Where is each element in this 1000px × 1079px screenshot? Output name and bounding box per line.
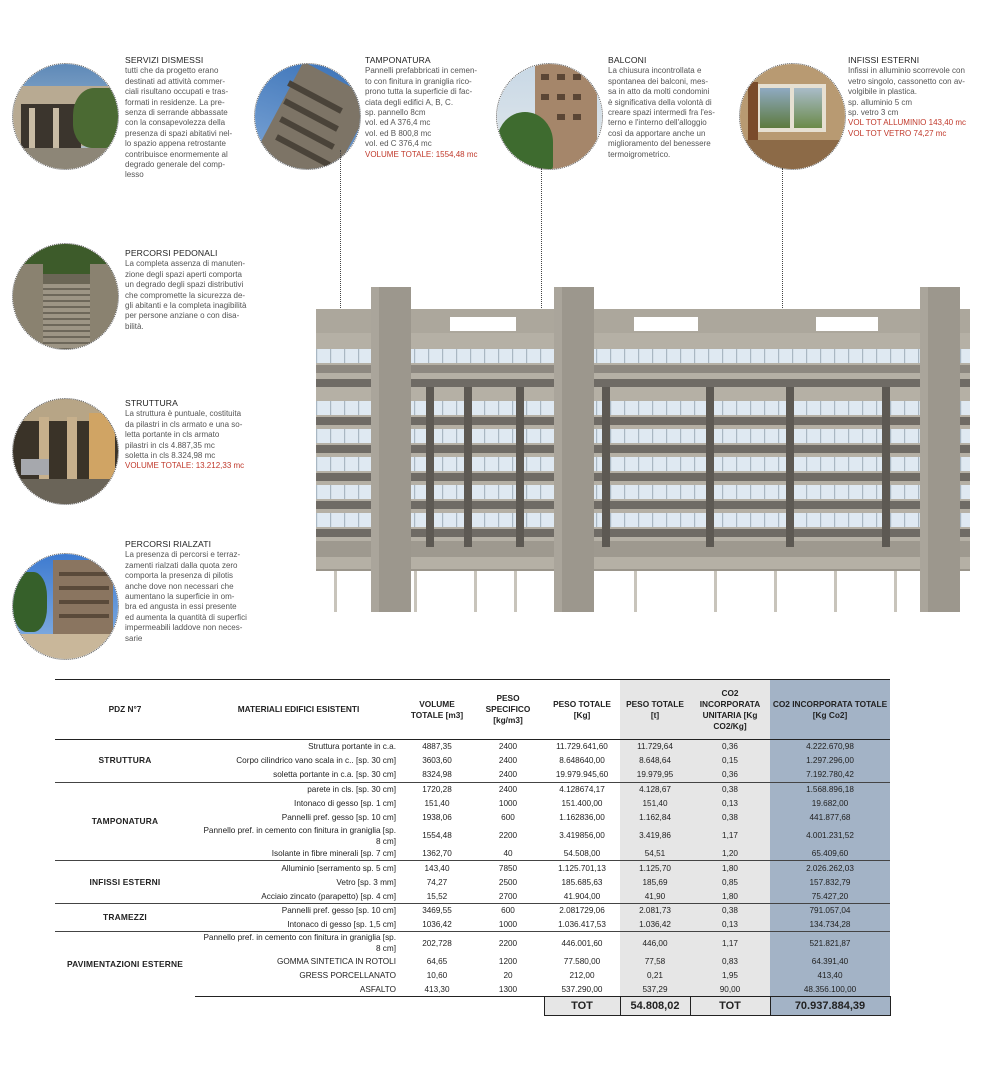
cell-material: Alluminio [serramento sp. 5 cm] [195, 861, 402, 875]
cell-co2-unitaria: 0,38 [690, 903, 770, 917]
cell-peso-specifico: 2700 [498, 891, 518, 901]
cell-peso-t: 4.128,67 [620, 782, 690, 796]
table-row [55, 740, 890, 754]
total-co2: 70.937.884,39 [770, 997, 890, 1016]
cell-peso-specifico: 2400 [498, 756, 518, 766]
cell-co2-totale: 4.222.670,98 [770, 740, 890, 754]
cell-peso-t: 151,40 [620, 796, 690, 810]
cell-volume: 1554,48 [422, 831, 452, 841]
cell-volume: 1362,70 [422, 848, 452, 858]
cell-peso-t: 185,69 [620, 875, 690, 889]
cell-peso-t: 77,58 [620, 954, 690, 968]
cell-peso-t: 54,51 [620, 847, 690, 861]
cell-material: Vetro [sp. 3 mm] [336, 877, 396, 887]
cell-material: Intonaco di gesso [sp. 1 cm] [294, 798, 396, 808]
annotation-body: La presenza di percorsi e terraz- zamenti rialzati dalla quota zero comporta la presenza di pilotis anche dove non necessari che aumentano la superficie in om- bra ed angusta in essi presente ed aumenta la quantità di superfici impermeabili laddove non neces- sarie [125, 550, 247, 643]
cell-peso-t: 41,90 [620, 889, 690, 903]
cell-peso-specifico: 1000 [498, 798, 518, 808]
cell-peso-t: 537,29 [620, 983, 690, 997]
floor-bands [316, 379, 970, 557]
cell-co2-totale: 64.391,40 [770, 954, 890, 968]
cell-peso-kg: 185.685,63 [561, 877, 603, 887]
cell-peso-kg: 446.001,60 [544, 932, 620, 955]
cell-peso-t: 1.125,70 [620, 861, 690, 875]
cell-co2-unitaria: 1,17 [690, 825, 770, 847]
cell-peso-kg: 54.508,00 [563, 848, 601, 858]
cell-peso-specifico: 2200 [498, 831, 518, 841]
cell-material: Pannelli pref. gesso [sp. 10 cm] [281, 813, 396, 823]
cell-peso-t: 19.979,95 [620, 768, 690, 782]
cell-material: Corpo cilindrico vano scala in c.. [sp. 30 cm] [236, 756, 396, 766]
cell-material: Pannelli pref. gesso [sp. 10 cm] [195, 903, 402, 917]
photo-percorsi-pedonali [12, 243, 119, 350]
cell-peso-kg: 537.290,00 [544, 983, 620, 997]
table-header-row [55, 680, 890, 740]
cell-peso-kg: 8.648640,00 [559, 756, 605, 766]
cell-peso-t: 1.036,42 [620, 918, 690, 932]
annotation-balconi [608, 55, 738, 160]
annotation-struttura [125, 398, 275, 472]
cell-peso-specifico: 2200 [472, 932, 544, 955]
cell-material: soletta portante in c.a. [sp. 30 cm] [273, 770, 396, 780]
cell-volume: 8324,98 [422, 770, 452, 780]
annotation-title: STRUTTURA [125, 398, 178, 408]
cell-co2-unitaria: 1,80 [690, 861, 770, 875]
cell-peso-kg: 2.081729,06 [544, 903, 620, 917]
cell-peso-t: 2.081,73 [620, 903, 690, 917]
annotation-title: BALCONI [608, 55, 647, 65]
cell-peso-specifico: 600 [472, 903, 544, 917]
materials-table [55, 679, 890, 1016]
header-peso-specifico: PESO SPECIFICO [kg/m3] [472, 680, 544, 740]
cell-peso-specifico: 20 [503, 971, 513, 981]
photo-balconi [496, 63, 603, 170]
cell-co2-totale: 521.821,87 [770, 932, 890, 955]
cell-peso-kg: 3.419856,00 [559, 831, 605, 841]
table-row [55, 932, 890, 955]
annotation-percorsi-rialzati [125, 539, 275, 644]
header-peso-t: PESO TOTALE [t] [620, 680, 690, 740]
photo-tamponatura [254, 63, 361, 170]
table-row [55, 782, 890, 796]
cell-peso-t: 3.419,86 [620, 825, 690, 847]
cell-peso-specifico: 1200 [498, 956, 518, 966]
header-volume: VOLUME TOTALE [m3] [402, 680, 472, 740]
header-co2-totale: CO2 INCORPORATA TOTALE [Kg Co2] [770, 680, 890, 740]
cell-co2-totale: 441.877,68 [770, 810, 890, 824]
annotation-total: VOL TOT ALLUMINIO 143,40 mc VOL TOT VETRO 74,27 mc [848, 118, 966, 138]
cell-volume: 413,30 [402, 983, 472, 997]
cell-peso-specifico: 2400 [472, 740, 544, 754]
photo-infissi-esterni [739, 63, 846, 170]
total-label: TOT [544, 997, 620, 1016]
cell-peso-specifico: 2400 [472, 782, 544, 796]
cell-material: Intonaco di gesso [sp. 1,5 cm] [287, 919, 396, 929]
cell-material: Struttura portante in c.a. [195, 740, 402, 754]
cell-volume: 143,40 [402, 861, 472, 875]
annotation-body: Pannelli prefabbricati in cemen- to con finitura in graniglia rico- prono tutta la superficie di fac- ciata degli edifici A, B, C. sp. pannello 8cm vol. ed A 376,4 mc vol. ed B 800,8 mc vol. ed C 376,4 mc [365, 66, 478, 149]
group-label: TAMPONATURA [55, 782, 195, 861]
total-peso-t: 54.808,02 [620, 997, 690, 1016]
cell-volume: 74,27 [426, 877, 448, 887]
total-label-co2: TOT [690, 997, 770, 1016]
annotation-title: SERVIZI DISMESSI [125, 55, 204, 65]
annotation-title: PERCORSI PEDONALI [125, 248, 218, 258]
cell-material: Acciaio zincato (parapetto) [sp. 4 cm] [261, 891, 396, 901]
cell-co2-totale: 19.682,00 [770, 796, 890, 810]
cell-peso-specifico: 2500 [498, 877, 518, 887]
cell-peso-specifico: 40 [503, 848, 513, 858]
cell-co2-unitaria: 0,83 [690, 954, 770, 968]
cell-peso-t: 446,00 [620, 932, 690, 955]
cell-volume: 1036,42 [422, 919, 452, 929]
cell-volume: 15,52 [426, 891, 448, 901]
cell-volume: 4887,35 [402, 740, 472, 754]
annotation-percorsi-pedonali [125, 248, 275, 332]
cell-peso-t: 0,21 [620, 968, 690, 982]
cell-co2-totale: 48.356.100,00 [770, 983, 890, 997]
header-materiali: MATERIALI EDIFICI ESISTENTI [195, 680, 402, 740]
header-co2-unitaria: CO2 INCORPORATA UNITARIA [Kg CO2/Kg] [690, 680, 770, 740]
photo-servizi-dismessi [12, 63, 119, 170]
cell-volume: 3469,55 [402, 903, 472, 917]
annotation-servizi-dismessi [125, 55, 253, 181]
cell-co2-unitaria: 0,36 [690, 768, 770, 782]
cell-peso-specifico: 600 [501, 813, 515, 823]
annotation-body: La chiusura incontrollata e spontanea dei balconi, mes- sa in atto da molti condomini è significativa della volontà di creare spazi intermedi fra l'es- terno e l'interno dell'alloggio così da apportare anche un miglioramento del benessere termoigrometrico. [608, 66, 715, 159]
cell-peso-kg: 19.979.945,60 [555, 770, 609, 780]
cell-co2-unitaria: 1,95 [690, 968, 770, 982]
cell-co2-totale: 2.026.262,03 [770, 861, 890, 875]
cell-co2-unitaria: 0,13 [690, 918, 770, 932]
cell-volume: 151,40 [424, 798, 450, 808]
group-label: TRAMEZZI [55, 903, 195, 931]
cell-co2-totale: 7.192.780,42 [770, 768, 890, 782]
cell-peso-kg: 41.904,00 [563, 891, 601, 901]
cell-volume: 64,65 [426, 956, 448, 966]
annotation-title: PERCORSI RIALZATI [125, 539, 212, 549]
cell-peso-t: 1.162,84 [620, 810, 690, 824]
cell-volume: 1720,28 [402, 782, 472, 796]
cell-co2-unitaria: 1,80 [690, 889, 770, 903]
cell-material: GRESS PORCELLANATO [299, 971, 396, 981]
group-label: INFISSI ESTERNI [55, 861, 195, 904]
annotation-total: VOLUME TOTALE: 1554,48 mc [365, 149, 478, 159]
cell-co2-totale: 1.568.896,18 [770, 782, 890, 796]
table-row [55, 861, 890, 875]
header-peso-kg: PESO TOTALE [Kg] [544, 680, 620, 740]
cell-co2-unitaria: 0,36 [690, 740, 770, 754]
cell-co2-totale: 157.832,79 [770, 875, 890, 889]
cell-material: Isolante in fibre minerali [sp. 7 cm] [271, 848, 396, 858]
annotation-title: TAMPONATURA [365, 55, 431, 65]
cell-co2-totale: 1.297.296,00 [770, 754, 890, 768]
photo-percorsi-rialzati [12, 553, 119, 660]
cell-peso-kg: 77.580,00 [563, 956, 601, 966]
cell-peso-t: 11.729,64 [620, 740, 690, 754]
cell-material: GOMMA SINTETICA IN ROTOLI [276, 956, 396, 966]
cell-co2-unitaria: 90,00 [690, 983, 770, 997]
cell-volume: 10,60 [426, 971, 448, 981]
cell-co2-unitaria: 1,20 [690, 847, 770, 861]
totals-row [55, 997, 890, 1016]
cell-peso-kg: 1.125.701,13 [544, 861, 620, 875]
annotation-tamponatura [365, 55, 495, 160]
cell-co2-unitaria: 0,13 [690, 796, 770, 810]
annotation-body: La completa assenza di manuten- zione degli spazi aperti comporta un degrado degli spazi distributivi che compromette la sicurezza de- gli abitanti e la completa inagibilità per persone anziane o con disa- bilità. [125, 259, 247, 331]
cell-co2-unitaria: 0,38 [690, 810, 770, 824]
annotation-infissi-esterni [848, 55, 996, 139]
cell-co2-totale: 413,40 [770, 968, 890, 982]
header-pdz: PDZ N°7 [55, 680, 195, 740]
facade-elevation [316, 287, 970, 612]
annotation-body: tutti che da progetto erano destinati ad attività commer- ciali risultano occupati e tras- formati in residenze. La pre- senza di serrande abbassate con la consapevolezza della presenza di spazi abitativi nel- lo spazio appena retrostante contribuisce enormemente al degrado generale del comp- lesso [125, 66, 233, 180]
cell-peso-kg: 1.162836,00 [559, 813, 605, 823]
group-label: STRUTTURA [55, 740, 195, 783]
cell-co2-totale: 65.409,60 [770, 847, 890, 861]
annotation-body: La struttura è puntuale, costituita da pilastri in cls armato e una so- letta portante in cls armato pilastri in cls 4.887,35 mc soletta in cls 8.324,98 mc [125, 409, 243, 461]
cell-peso-kg: 4.128674,17 [544, 782, 620, 796]
cell-co2-totale: 75.427,20 [770, 889, 890, 903]
cell-peso-kg: 1.036.417,53 [558, 919, 606, 929]
cell-volume: 202,728 [402, 932, 472, 955]
cell-co2-totale: 791.057,04 [770, 903, 890, 917]
cell-volume: 1938,06 [422, 813, 452, 823]
cell-material: parete in cls. [sp. 30 cm] [195, 782, 402, 796]
cell-co2-unitaria: 0,15 [690, 754, 770, 768]
cell-peso-specifico: 1300 [472, 983, 544, 997]
cell-peso-kg: 212,00 [569, 971, 595, 981]
cell-peso-specifico: 2400 [498, 770, 518, 780]
photo-struttura [12, 398, 119, 505]
group-label: PAVIMENTAZIONI ESTERNE [55, 932, 195, 997]
cell-co2-unitaria: 0,85 [690, 875, 770, 889]
cell-co2-unitaria: 1,17 [690, 932, 770, 955]
cell-peso-specifico: 1000 [498, 919, 518, 929]
cell-co2-totale: 134.734,28 [770, 918, 890, 932]
annotation-total: VOLUME TOTALE: 13.212,33 mc [125, 461, 245, 471]
annotation-body: Infissi in alluminio scorrevole con vetro singolo, cassonetto con av- volgibile in plastica. sp. alluminio 5 cm sp. vetro 3 cm [848, 66, 965, 118]
cell-volume: 3603,60 [422, 756, 452, 766]
cell-co2-totale: 4.001.231,52 [770, 825, 890, 847]
annotation-title: INFISSI ESTERNI [848, 55, 920, 65]
cell-material: Pannello pref. in cemento con finitura in graniglia [sp. 8 cm] [195, 932, 402, 955]
cell-co2-unitaria: 0,38 [690, 782, 770, 796]
cell-material: Pannello pref. in cemento con finitura in graniglia [sp. 8 cm] [203, 825, 396, 846]
cell-peso-kg: 151.400,00 [561, 798, 603, 808]
table-row [55, 903, 890, 917]
cell-peso-specifico: 7850 [472, 861, 544, 875]
cell-peso-t: 8.648,64 [620, 754, 690, 768]
cell-material: ASFALTO [195, 983, 402, 997]
cell-peso-kg: 11.729.641,60 [544, 740, 620, 754]
